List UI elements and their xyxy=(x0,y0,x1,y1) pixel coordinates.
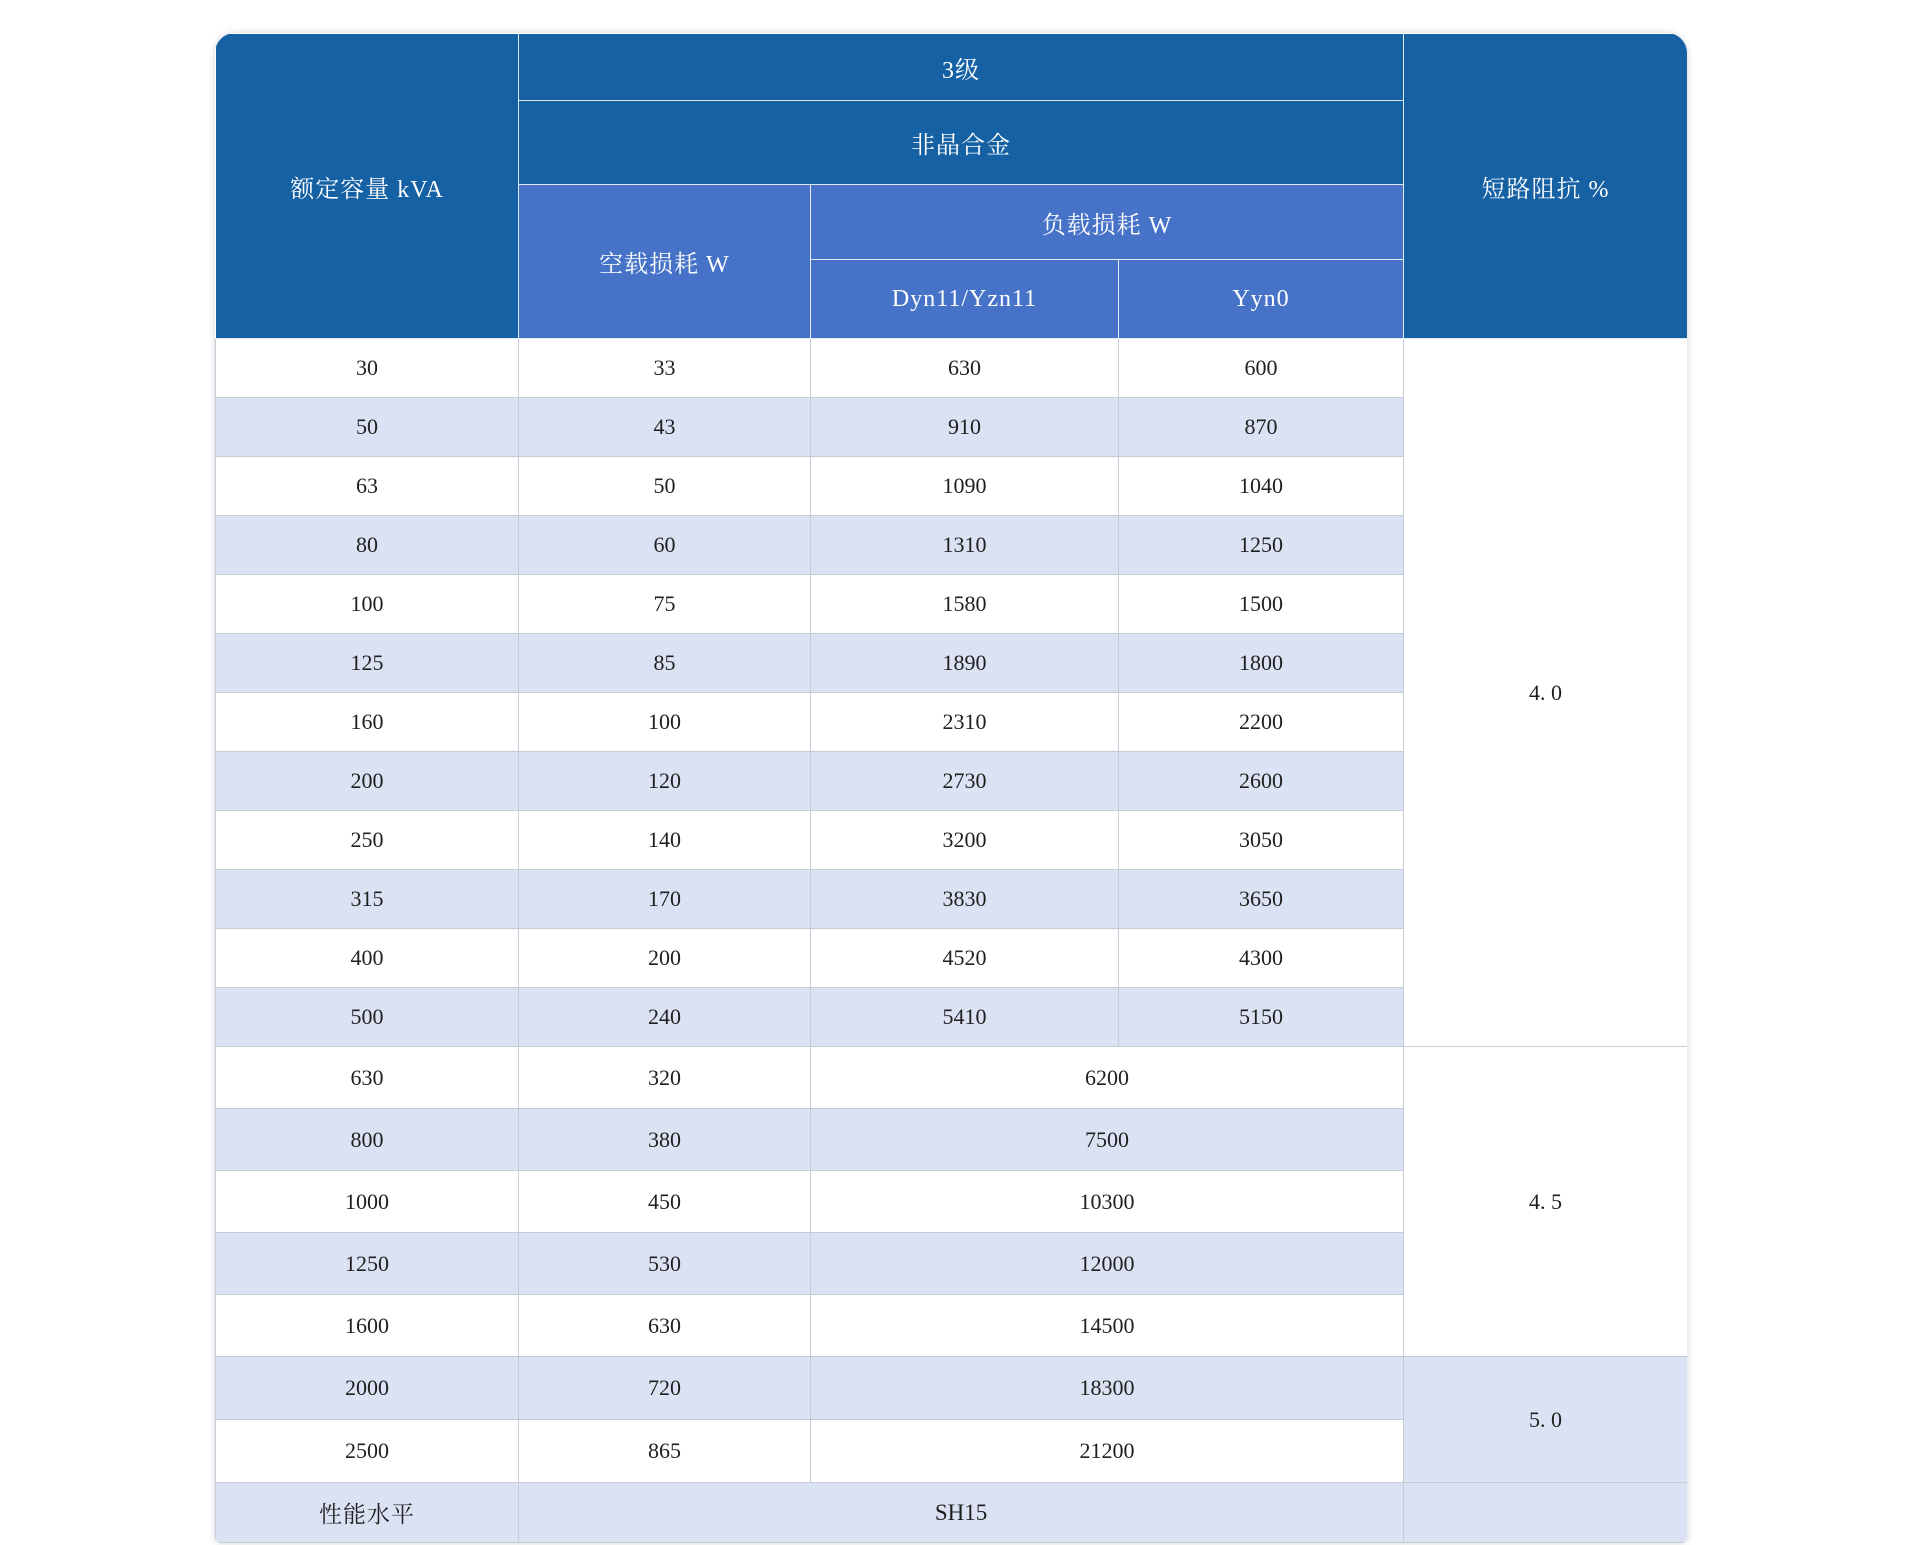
capacity-cell: 100 xyxy=(216,575,519,634)
no-load-loss-cell: 33 xyxy=(519,339,811,398)
load-loss-yyn-cell: 2200 xyxy=(1119,693,1404,752)
load-loss-dyn-cell: 1310 xyxy=(811,516,1119,575)
no-load-loss-cell: 60 xyxy=(519,516,811,575)
load-loss-dyn-cell: 2310 xyxy=(811,693,1119,752)
load-loss-yyn-cell: 1040 xyxy=(1119,457,1404,516)
no-load-loss-cell: 120 xyxy=(519,752,811,811)
header-rated-capacity: 额定容量 kVA xyxy=(216,34,519,339)
header-no-load-loss: 空载损耗 W xyxy=(519,185,811,339)
load-loss-yyn-cell: 3050 xyxy=(1119,811,1404,870)
capacity-cell: 1000 xyxy=(216,1171,519,1233)
header-winding-dyn: Dyn11/Yzn11 xyxy=(811,260,1119,339)
load-loss-yyn-cell: 1800 xyxy=(1119,634,1404,693)
capacity-cell: 2500 xyxy=(216,1420,519,1483)
no-load-loss-cell: 200 xyxy=(519,929,811,988)
capacity-cell: 315 xyxy=(216,870,519,929)
load-loss-dyn-cell: 630 xyxy=(811,339,1119,398)
load-loss-dyn-cell: 3830 xyxy=(811,870,1119,929)
header-material: 非晶合金 xyxy=(519,101,1404,185)
spec-table xyxy=(215,33,1687,1543)
load-loss-cell: 7500 xyxy=(811,1109,1404,1171)
header-row-level xyxy=(216,34,1688,101)
performance-level-value: SH15 xyxy=(519,1483,1404,1543)
capacity-cell: 630 xyxy=(216,1047,519,1109)
load-loss-yyn-cell: 1500 xyxy=(1119,575,1404,634)
load-loss-dyn-cell: 2730 xyxy=(811,752,1119,811)
load-loss-dyn-cell: 1090 xyxy=(811,457,1119,516)
load-loss-dyn-cell: 910 xyxy=(811,398,1119,457)
load-loss-dyn-cell: 4520 xyxy=(811,929,1119,988)
no-load-loss-cell: 100 xyxy=(519,693,811,752)
table-footer xyxy=(216,1483,1688,1543)
header-load-loss: 负载损耗 W xyxy=(811,185,1404,260)
load-loss-cell: 21200 xyxy=(811,1420,1404,1483)
impedance-cell: 4. 5 xyxy=(1404,1047,1687,1357)
load-loss-dyn-cell: 3200 xyxy=(811,811,1119,870)
load-loss-dyn-cell: 1890 xyxy=(811,634,1119,693)
load-loss-dyn-cell: 1580 xyxy=(811,575,1119,634)
capacity-cell: 1250 xyxy=(216,1233,519,1295)
load-loss-cell: 12000 xyxy=(811,1233,1404,1295)
load-loss-cell: 14500 xyxy=(811,1295,1404,1357)
transformer-loss-table xyxy=(215,33,1687,1543)
no-load-loss-cell: 450 xyxy=(519,1171,811,1233)
no-load-loss-cell: 720 xyxy=(519,1357,811,1420)
load-loss-yyn-cell: 3650 xyxy=(1119,870,1404,929)
footer-impedance-cell xyxy=(1404,1483,1687,1543)
footer-row xyxy=(216,1483,1688,1543)
impedance-cell: 5. 0 xyxy=(1404,1357,1687,1483)
table-row xyxy=(216,1357,1688,1420)
table-header xyxy=(216,34,1688,339)
table-row xyxy=(216,339,1688,398)
capacity-cell: 30 xyxy=(216,339,519,398)
capacity-cell: 500 xyxy=(216,988,519,1047)
load-loss-yyn-cell: 600 xyxy=(1119,339,1404,398)
load-loss-yyn-cell: 1250 xyxy=(1119,516,1404,575)
header-level: 3级 xyxy=(519,34,1404,101)
capacity-cell: 2000 xyxy=(216,1357,519,1420)
no-load-loss-cell: 140 xyxy=(519,811,811,870)
capacity-cell: 160 xyxy=(216,693,519,752)
load-loss-cell: 10300 xyxy=(811,1171,1404,1233)
capacity-cell: 125 xyxy=(216,634,519,693)
capacity-cell: 63 xyxy=(216,457,519,516)
no-load-loss-cell: 170 xyxy=(519,870,811,929)
load-loss-cell: 6200 xyxy=(811,1047,1404,1109)
capacity-cell: 200 xyxy=(216,752,519,811)
no-load-loss-cell: 240 xyxy=(519,988,811,1047)
header-impedance: 短路阻抗 % xyxy=(1404,34,1687,339)
no-load-loss-cell: 865 xyxy=(519,1420,811,1483)
table-body xyxy=(216,339,1688,1483)
no-load-loss-cell: 50 xyxy=(519,457,811,516)
no-load-loss-cell: 43 xyxy=(519,398,811,457)
performance-level-label: 性能水平 xyxy=(216,1483,519,1543)
no-load-loss-cell: 320 xyxy=(519,1047,811,1109)
load-loss-yyn-cell: 2600 xyxy=(1119,752,1404,811)
load-loss-dyn-cell: 5410 xyxy=(811,988,1119,1047)
no-load-loss-cell: 380 xyxy=(519,1109,811,1171)
impedance-cell: 4. 0 xyxy=(1404,339,1687,1047)
load-loss-cell: 18300 xyxy=(811,1357,1404,1420)
capacity-cell: 1600 xyxy=(216,1295,519,1357)
no-load-loss-cell: 75 xyxy=(519,575,811,634)
capacity-cell: 400 xyxy=(216,929,519,988)
no-load-loss-cell: 85 xyxy=(519,634,811,693)
load-loss-yyn-cell: 870 xyxy=(1119,398,1404,457)
header-winding-yyn: Yyn0 xyxy=(1119,260,1404,339)
table-row xyxy=(216,1047,1688,1109)
capacity-cell: 250 xyxy=(216,811,519,870)
no-load-loss-cell: 630 xyxy=(519,1295,811,1357)
no-load-loss-cell: 530 xyxy=(519,1233,811,1295)
load-loss-yyn-cell: 4300 xyxy=(1119,929,1404,988)
capacity-cell: 80 xyxy=(216,516,519,575)
load-loss-yyn-cell: 5150 xyxy=(1119,988,1404,1047)
capacity-cell: 800 xyxy=(216,1109,519,1171)
capacity-cell: 50 xyxy=(216,398,519,457)
